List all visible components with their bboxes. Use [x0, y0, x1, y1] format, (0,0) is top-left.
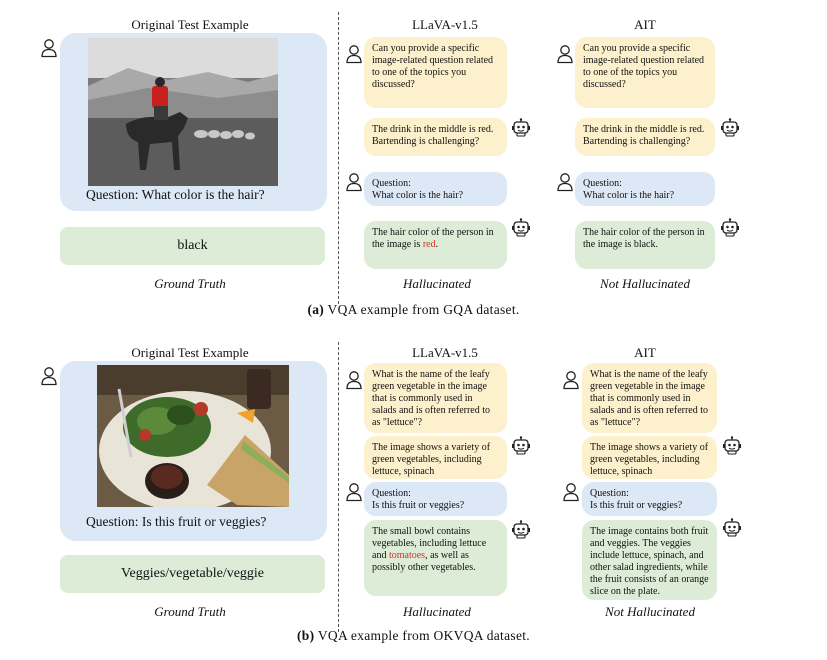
question-body: Is this fruit or veggies?: [590, 500, 683, 511]
ait-answer-b: The image contains both fruit and veggies. The veggies include lettuce, spinach, and other salad ingredients, while the fruit consists of an orange slice on the plate.: [582, 520, 717, 600]
user-icon: [40, 366, 58, 386]
user-icon: [345, 172, 363, 192]
question-panel-b: [60, 361, 327, 541]
ait-prompt-b: What is the name of the leafy green vegetable in the image that is commonly used in salads and is often referred to as "lettuce"?: [582, 363, 717, 433]
llava-answer-b: [364, 520, 507, 596]
ait-question-b: [582, 482, 717, 516]
question-body: Is this fruit or veggies?: [372, 500, 465, 511]
question-title: Question:: [372, 178, 411, 189]
user-icon: [556, 172, 574, 192]
user-icon: [556, 44, 574, 64]
answer-suffix: , as well as possibly other vegetables.: [372, 550, 476, 573]
llava-answer-a: [364, 221, 507, 269]
hallucinated-word: tomatoes: [388, 550, 426, 561]
question-body: What color is the hair?: [372, 190, 464, 201]
answer-text: The hair color of the person in the image is: [372, 227, 494, 250]
robot-icon: [511, 520, 531, 540]
question-text-b: Question: Is this fruit or veggies?: [86, 514, 267, 529]
ait-header-a: AIT: [634, 17, 656, 32]
caption-label: (b): [297, 628, 315, 643]
answer-suffix: .: [435, 239, 439, 250]
question-title: Question:: [590, 488, 629, 499]
answer-text: The small bowl contains vegetables, including lettuce and: [372, 526, 487, 561]
ait-generated-b: The image shows a variety of green vegetables, including lettuce, spinach: [582, 436, 717, 479]
ground-truth-answer-b: Veggies/vegetable/veggie: [60, 555, 325, 593]
caption-a: [0, 302, 827, 318]
llava-question-b: [364, 482, 507, 516]
caption-label: (a): [307, 302, 325, 317]
ait-header-b: AIT: [634, 345, 656, 360]
ait-verdict-a: Not Hallucinated: [600, 276, 690, 291]
question-text-a: Question: What color is the hair?: [86, 187, 265, 202]
robot-icon: [511, 218, 531, 238]
ground-truth-label-b: Ground Truth: [154, 604, 226, 619]
llava-generated-a: The drink in the middle is red. Bartending is challenging?: [364, 118, 507, 156]
llava-prompt-a: Can you provide a specific image-related question related to one of the topics you discussed?: [364, 37, 507, 108]
llava-verdict-a: Hallucinated: [403, 276, 471, 291]
caption-b: [0, 628, 827, 644]
llava-header-a: LLaVA-v1.5: [412, 17, 478, 32]
ait-answer-a: The hair color of the person in the image is black.: [575, 221, 715, 269]
llava-header-b: LLaVA-v1.5: [412, 345, 478, 360]
ground-truth-answer-a: black: [60, 227, 325, 265]
user-icon: [562, 482, 580, 502]
caption-text: VQA example from OKVQA dataset.: [317, 628, 530, 643]
question-body: What color is the hair?: [583, 190, 675, 201]
ground-truth-label-a: Ground Truth: [154, 276, 226, 291]
ait-question-a: [575, 172, 715, 206]
llava-verdict-b: Hallucinated: [403, 604, 471, 619]
robot-icon: [722, 518, 742, 538]
user-icon: [345, 482, 363, 502]
ait-verdict-b: Not Hallucinated: [605, 604, 695, 619]
divider-a: [338, 12, 339, 304]
llava-question-a: [364, 172, 507, 206]
llava-generated-b: The image shows a variety of green vegetables, including lettuce, spinach: [364, 436, 507, 479]
caption-text: VQA example from GQA dataset.: [327, 302, 520, 317]
question-title: Question:: [372, 488, 411, 499]
horse-rider-image: [88, 38, 278, 186]
user-icon: [345, 44, 363, 64]
robot-icon: [722, 436, 742, 456]
robot-icon: [720, 118, 740, 138]
question-panel-a: [60, 33, 327, 211]
ait-prompt-a: Can you provide a specific image-related question related to one of the topics you discussed?: [575, 37, 715, 108]
divider-b: [338, 342, 339, 632]
original-header-a: Original Test Example: [131, 17, 249, 32]
hallucinated-word: red: [422, 239, 436, 250]
user-icon: [345, 370, 363, 390]
user-icon: [562, 370, 580, 390]
question-title: Question:: [583, 178, 622, 189]
robot-icon: [720, 218, 740, 238]
llava-prompt-b: What is the name of the leafy green vegetable in the image that is commonly used in salads and is often referred to as "lettuce"?: [364, 363, 507, 433]
robot-icon: [511, 118, 531, 138]
ait-generated-a: The drink in the middle is red. Bartending is challenging?: [575, 118, 715, 156]
user-icon: [40, 38, 58, 58]
salad-sandwich-image: [97, 365, 289, 507]
original-header-b: Original Test Example: [131, 345, 249, 360]
robot-icon: [511, 436, 531, 456]
